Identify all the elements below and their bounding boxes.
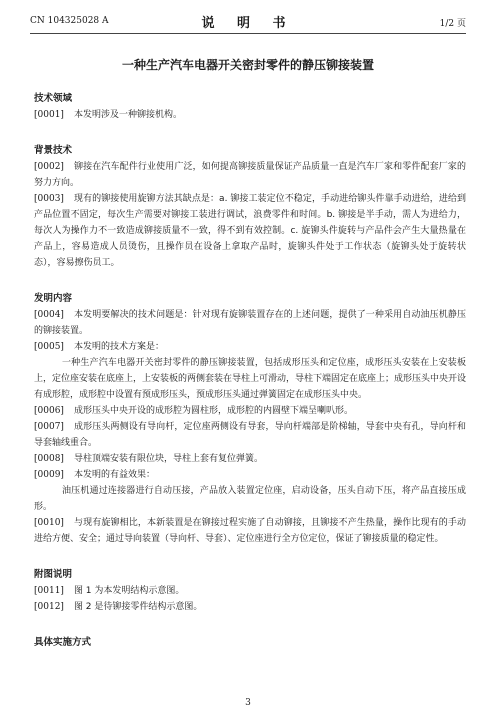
paragraph-text: 图 1 为本发明结构示意图。 [73,586,185,596]
paragraph-number: [0008] [34,454,64,464]
paragraph-0005 [34,339,466,355]
paragraph-0005-body: 一种生产汽车电器开关密封零件的静压铆接装置，包括成形压头和定位座，成形压头安装在上安装板上，定位座安装在底座上，上安装板的两侧套装在导柱上可滑动，导柱下端固定在底座上；成形压头中央开设有成形腔，成形腔中设置有预成形压头，预成形压头通过弹簧固定在成形压头中央。 [34,358,467,400]
paragraph-0009 [34,467,466,483]
paragraph-text: 现有的铆接使用旋铆方法其缺点是：a. 铆接工装定位不稳定，手动进给铆头件靠手动进给，进给到产品位置不固定，每次生产需要对铆接工装进行调试，浪费零件和时间。b. 铆接是半手动，需人为进给力，每次人为操作力不一致造成铆接质量不一致，得不到有效控制。c. 旋铆头件旋转与产品件会产生大量热量在产品上，容易造成人员烫伤，且操作员在设备上拿取产品时，旋铆头件处于工作状态（旋铆头处于旋转状态），容易擦伤员工。 [34,194,466,268]
paragraph-0009-body: 油压机通过连接器进行自动压接，产品放入装置定位座，启动设备，压头自动下压，将产品直接压成形。 [34,486,466,512]
page-info: 1/2 页 [439,19,466,29]
section-heading-embodiment: 具体实施方式 [34,637,92,648]
paragraph-text: 本发明涉及一种铆接机构。 [73,110,182,120]
publication-number: CN 104325028 A [30,16,109,26]
paragraph-number: [0005] [34,342,64,352]
patent-title: 一种生产汽车电器开关密封零件的静压铆接装置 [121,58,374,72]
paragraph-text: 成形压头中央开设的成形腔为圆柱形，成形腔的内圆壁下端呈喇叭形。 [73,406,353,416]
document-body [34,91,466,651]
paragraph-number: [0002] [34,162,64,172]
paragraph-0003 [34,191,466,271]
paragraph-number: [0007] [34,422,64,432]
paragraph-number: [0011] [34,586,64,596]
page-number: 3 [245,698,251,708]
paragraph-number: [0006] [34,406,64,416]
paragraph-text: 铆接在汽车配件行业使用广泛，如何提高铆接质量保证产品质量一直是汽车厂家和零件配套厂家的努力方向。 [34,162,466,188]
paragraph-text: 本发明的技术方案是： [73,342,164,352]
paragraph-0011 [34,583,466,599]
paragraph-text: 本发明要解决的技术问题是：针对现有旋铆装置存在的上述问题，提供了一种采用自动油压机静压的铆接装置。 [34,310,466,336]
section-heading-drawings: 附图说明 [34,569,73,580]
paragraph-text: 导柱顶端安装有限位块，导柱上套有复位弹簧。 [73,454,263,464]
document-type: 说 明 书 [201,16,295,31]
paragraph-0007 [34,419,466,451]
page-header [30,11,466,34]
paragraph-text: 本发明的有益效果： [73,470,155,480]
section-heading-background: 背景技术 [34,145,73,156]
paragraph-0001 [34,107,466,123]
paragraph-text: 图 2 是待铆接零件结构示意图。 [73,602,203,612]
paragraph-0012 [34,599,466,615]
paragraph-number: [0001] [34,110,64,120]
paragraph-number: [0004] [34,310,64,320]
paragraph-number: [0009] [34,470,64,480]
paragraph-number: [0012] [34,602,64,612]
paragraph-number: [0010] [34,518,64,528]
paragraph-text: 与现有旋铆相比，本新装置是在铆接过程实施了自动铆接，且铆接不产生热量，操作比现有的手动进给方便、安全；通过导向装置（导向杆、导套）、定位座进行全方位定位，保证了铆接质量的稳定性。 [34,518,466,544]
paragraph-0006 [34,403,466,419]
paragraph-text: 成形压头两侧设有导向杆，定位座两侧设有导套，导向杆端部是阶梯轴，导套中央有孔，导向杆和导套轴线重合。 [34,422,466,448]
section-heading-tech-field: 技术领域 [34,93,73,104]
paragraph-number: [0003] [34,194,64,204]
paragraph-0008 [34,451,466,467]
paragraph-0010 [34,515,466,547]
section-heading-invention: 发明内容 [34,293,73,304]
paragraph-0002 [34,159,466,191]
paragraph-0004 [34,307,466,339]
